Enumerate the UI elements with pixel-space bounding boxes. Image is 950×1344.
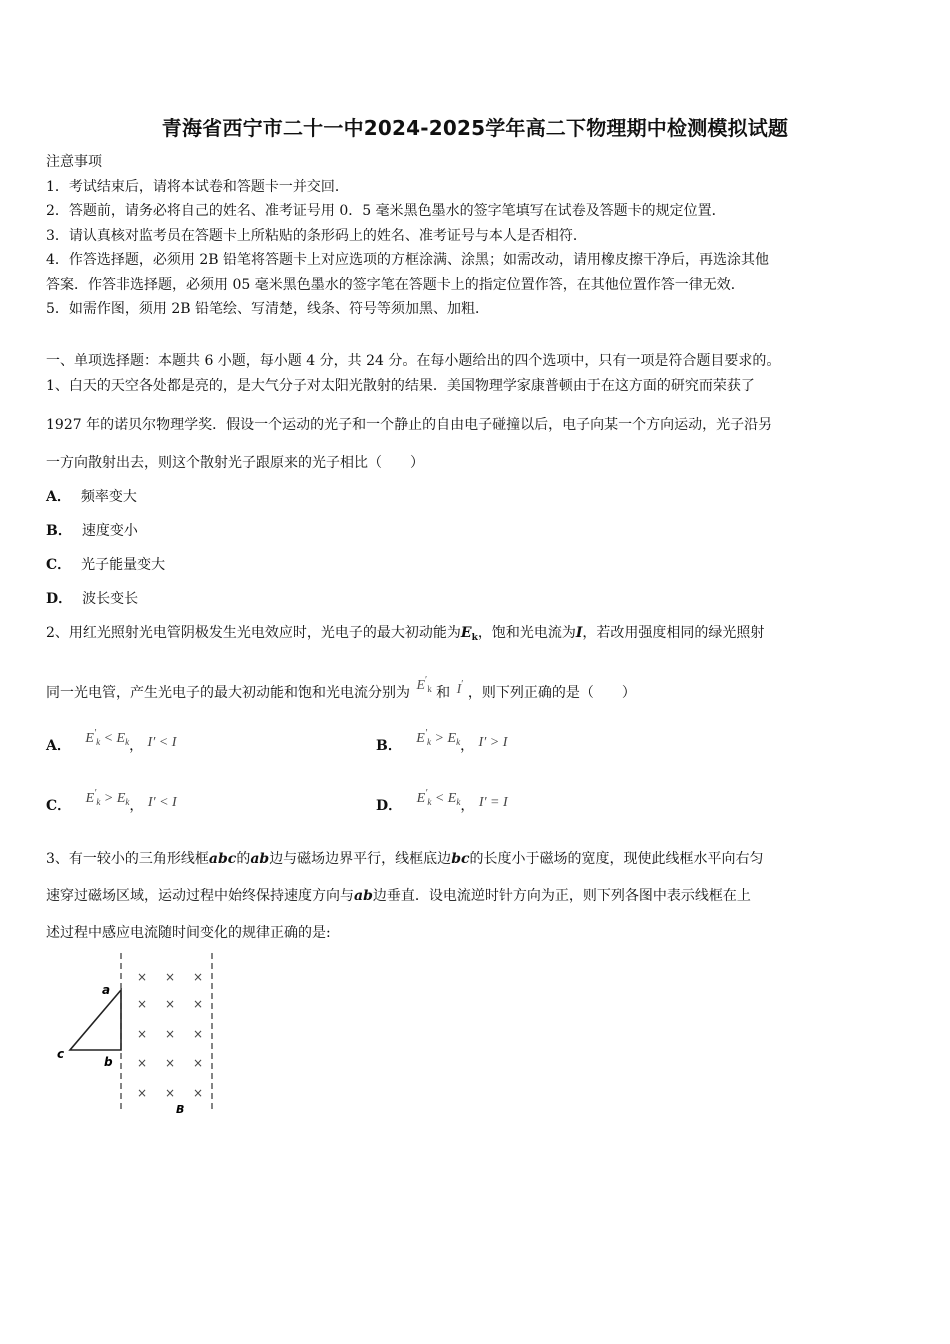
q2-text: ，饱和光电流为 [477,625,576,641]
q1-option-d [46,588,138,608]
field-cross-mark: × [137,1056,148,1070]
formula: $E'_k > E_k$ [85,788,130,807]
ek-symbol: E [460,625,472,641]
q2-option-c: C． $E'_k > E_k$， I′ < I [46,788,177,814]
note-item: 5．如需作图，须用 2B 铅笔绘、写清楚，线条、符号等须加黑、加粗． [46,301,490,317]
ek-prime-symbol: $E'_k$ [416,675,432,694]
i-symbol: I [575,625,583,641]
ab-symbol: ab [354,888,373,904]
q3-line1 [46,848,764,868]
q3-line2 [46,885,751,905]
triangle-frame [70,990,121,1050]
q2-text: 和 [436,685,451,701]
page-title: 青海省西宁市二十一中2024-2025学年高二下物理期中检测模拟试题 [161,116,789,140]
field-cross-mark: × [137,1027,148,1041]
formula: I′ < I [147,735,177,750]
option-text: 频率变大 [80,489,137,505]
notes-heading: 注意事项 [46,154,102,170]
q3-text: 的长度小于磁场的宽度，现使此线框水平向右匀 [469,851,764,867]
option-text: 速度变小 [81,523,138,539]
field-cross-mark: × [137,997,148,1011]
note-item: 3．请认真核对监考员在答题卡上所粘贴的条形码上的姓名、准考证号与本人是否相符． [46,227,587,244]
formula: $E'_k < E_k$ [85,728,130,747]
magnetic-field-figure [50,948,230,1118]
q3-text: 3、有一较小的三角形线框 [46,851,209,867]
section-heading: 一、单项选择题：本题共 6 小题，每小题 4 分，共 24 分。在每小题给出的四个选项中，只有一项是符合题目要求的。 [46,353,781,369]
option-label: C． [46,798,72,814]
option-label: A． [46,489,71,505]
option-label: D． [46,591,73,607]
q3-line3: 述过程中感应电流随时间变化的规律正确的是: [46,925,331,941]
notes-section [46,150,916,322]
field-cross-mark: × [165,997,176,1011]
option-text: 波长变长 [82,591,139,607]
field-cross-mark: × [165,1086,176,1100]
option-label: A． [46,738,71,754]
field-cross-mark: × [193,997,204,1011]
field-cross-mark: × [137,970,148,984]
field-cross-mark: × [165,970,176,984]
formula: I′ = I [478,795,508,810]
q1-option-c [46,554,165,574]
q2-option-b: B． $E'_k > E_k$， I′ > I [376,728,508,754]
q2-text: ，则下列正确的是（ ） [467,685,636,701]
i-prime-symbol: I′ [456,679,464,697]
field-cross-mark: × [193,1086,204,1100]
q1-line3: 一方向散射出去，则这个散射光子跟原来的光子相比（ ） [46,455,424,471]
option-text: 光子能量变大 [81,557,166,573]
field-cross-mark: × [193,1027,204,1041]
abc-symbol: abc [208,851,237,867]
q2-text: 2、用红光照射光电管阴极发生光电效应时，光电子的最大初动能为 [46,625,461,641]
ek-subscript: k [471,633,478,643]
q1-option-a [46,486,137,506]
q1-line2: 1927 年的诺贝尔物理学奖．假设一个运动的光子和一个静止的自由电子碰撞以后，电子向某一个方向运动，光子沿另 [46,417,773,433]
q2-text: 同一光电管，产生光电子的最大初动能和饱和光电流分别为 [46,685,410,701]
note-item: 答案．作答非选择题，必须用 05 毫米黑色墨水的签字笔在答题卡上的指定位置作答，在其他位置作答一律无效． [46,276,745,293]
label-c: c [57,1047,65,1061]
option-label: D． [376,798,403,814]
q3-text: 速穿过磁场区域，运动过程中始终保持速度方向与 [46,888,354,904]
option-label: B． [46,523,72,539]
field-cross-mark: × [193,1056,204,1070]
q3-text: 边垂直．设电流逆时针方向为正，则下列各图中表示线框在上 [372,888,751,904]
note-item: 4．作答选择题，必须用 2B 铅笔将答题卡上对应选项的方框涂满、涂黑；如需改动，请用橡皮擦干净后，再选涂其他 [46,252,769,268]
q1-line1: 1、白天的天空各处都是亮的，是大气分子对太阳光散射的结果．美国物理学家康普顿由于在这方面的研究而荣获了 [46,378,755,394]
q3-text: 的 [236,851,251,867]
q2-line1 [46,622,764,642]
option-label: C． [46,557,72,573]
q2-text: ，若改用强度相同的绿光照射 [582,625,765,641]
note-item: 1．考试结束后，请将本试卷和答题卡一并交回． [46,178,349,195]
formula: I′ < I [147,795,177,810]
q2-option-a: A． $E'_k < E_k$， I′ < I [46,728,177,754]
label-a: a [102,983,111,997]
q1-option-b [46,520,138,540]
q2-line2 [46,675,636,702]
field-cross-mark: × [165,1056,176,1070]
formula: I′ > I [478,735,508,750]
note-item: 2．答题前，请务必将自己的姓名、准考证号用 0．5 毫米黑色墨水的签字笔填写在试卷及答题卡的规定位置． [46,203,726,219]
q3-text: 边与磁场边界平行，线框底边 [269,851,452,867]
field-cross-mark: × [193,970,204,984]
field-cross-mark: × [165,1027,176,1041]
q2-option-d: D． $E'_k < E_k$， I′ = I [376,788,508,814]
option-label: B． [376,738,402,754]
bc-symbol: bc [451,851,470,867]
formula: $E'_k > E_k$ [416,728,461,747]
formula: $E'_k < E_k$ [416,788,461,807]
ab-symbol: ab [250,851,270,867]
field-cross-mark: × [137,1086,148,1100]
label-b: b [104,1055,113,1069]
label-B: B [176,1103,185,1116]
